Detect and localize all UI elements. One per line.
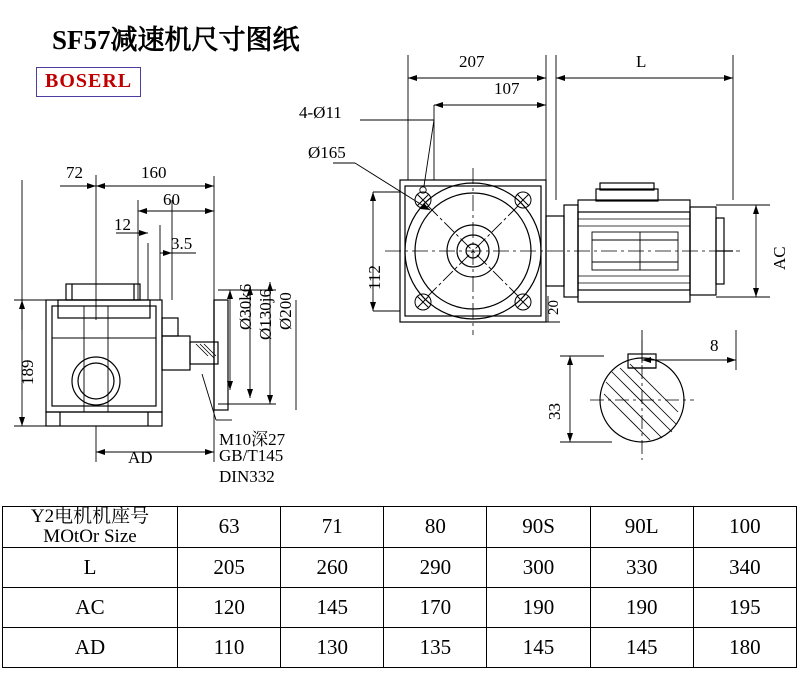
cell-AC-5: 195 (693, 587, 796, 627)
cell-L-2: 290 (384, 547, 487, 587)
cell-AD-2: 135 (384, 627, 487, 667)
dim-112-label: 112 (365, 265, 384, 290)
dim-3-5-label: 3.5 (171, 234, 193, 253)
header-cn-text: Y2电机机座号 (30, 506, 150, 527)
dim-d165-label: Ø165 (308, 143, 346, 162)
table-cell-size-4: 90L (590, 507, 693, 548)
dim-8-label: 8 (710, 336, 719, 355)
logo-text: BOSERL (45, 70, 133, 92)
table-cell-size-5: 100 (693, 507, 796, 548)
cell-AC-3: 190 (487, 587, 590, 627)
dim-AC-label: AC (770, 246, 789, 270)
dim-72-label: 72 (66, 163, 83, 182)
dim-20-label: 20 (546, 300, 562, 315)
dim-12-label: 12 (114, 215, 131, 234)
cell-AC-4: 190 (590, 587, 693, 627)
cell-AD-3: 145 (487, 627, 590, 667)
cell-L-5: 340 (693, 547, 796, 587)
table-cell-size-1: 71 (281, 507, 384, 548)
row-label-AC: AC (3, 587, 178, 627)
cell-AC-0: 120 (178, 587, 281, 627)
dim-189-label: 189 (18, 359, 37, 385)
dim-33-label: 33 (545, 403, 564, 420)
dim-207-label: 207 (459, 52, 485, 71)
dim-200-label: Ø200 (276, 292, 295, 330)
note-m10-label: M10深27 (219, 430, 286, 449)
cell-AC-1: 145 (281, 587, 384, 627)
table-row (3, 587, 797, 627)
note-din-label: DIN332 (219, 467, 275, 486)
cell-L-0: 205 (178, 547, 281, 587)
cell-L-3: 300 (487, 547, 590, 587)
table-cell-size-2: 80 (384, 507, 487, 548)
table-header-row (3, 507, 797, 548)
cell-L-1: 260 (281, 547, 384, 587)
table-cell-size-0: 63 (178, 507, 281, 548)
table-row (3, 627, 797, 667)
dim-130j6-label: Ø130j6 (256, 289, 275, 340)
dim-L-label: L (636, 52, 647, 71)
row-label-AD: AD (3, 627, 178, 667)
header-en-text: MOtOr Size (43, 525, 137, 547)
brand-logo (36, 67, 141, 97)
cell-L-4: 330 (590, 547, 693, 587)
cell-AC-2: 170 (384, 587, 487, 627)
table-cell-size-3: 90S (487, 507, 590, 548)
dim-160-label: 160 (141, 163, 167, 182)
note-gb-label: GB/T145 (219, 446, 284, 465)
page-title: SF57减速机尺寸图纸 (52, 25, 300, 55)
dim-60-label: 60 (163, 190, 180, 209)
dim-107-label: 107 (494, 79, 520, 98)
dim-4xd11-label: 4-Ø11 (299, 103, 342, 122)
cell-AD-5: 180 (693, 627, 796, 667)
cell-AD-1: 130 (281, 627, 384, 667)
dim-30k6-label: Ø30k6 (236, 283, 255, 330)
table-header-motor-size (3, 507, 178, 548)
cell-AD-4: 145 (590, 627, 693, 667)
cell-AD-0: 110 (178, 627, 281, 667)
dim-AD-label: AD (128, 448, 153, 467)
row-label-L: L (3, 547, 178, 587)
table-row (3, 547, 797, 587)
dimension-table (2, 506, 797, 668)
